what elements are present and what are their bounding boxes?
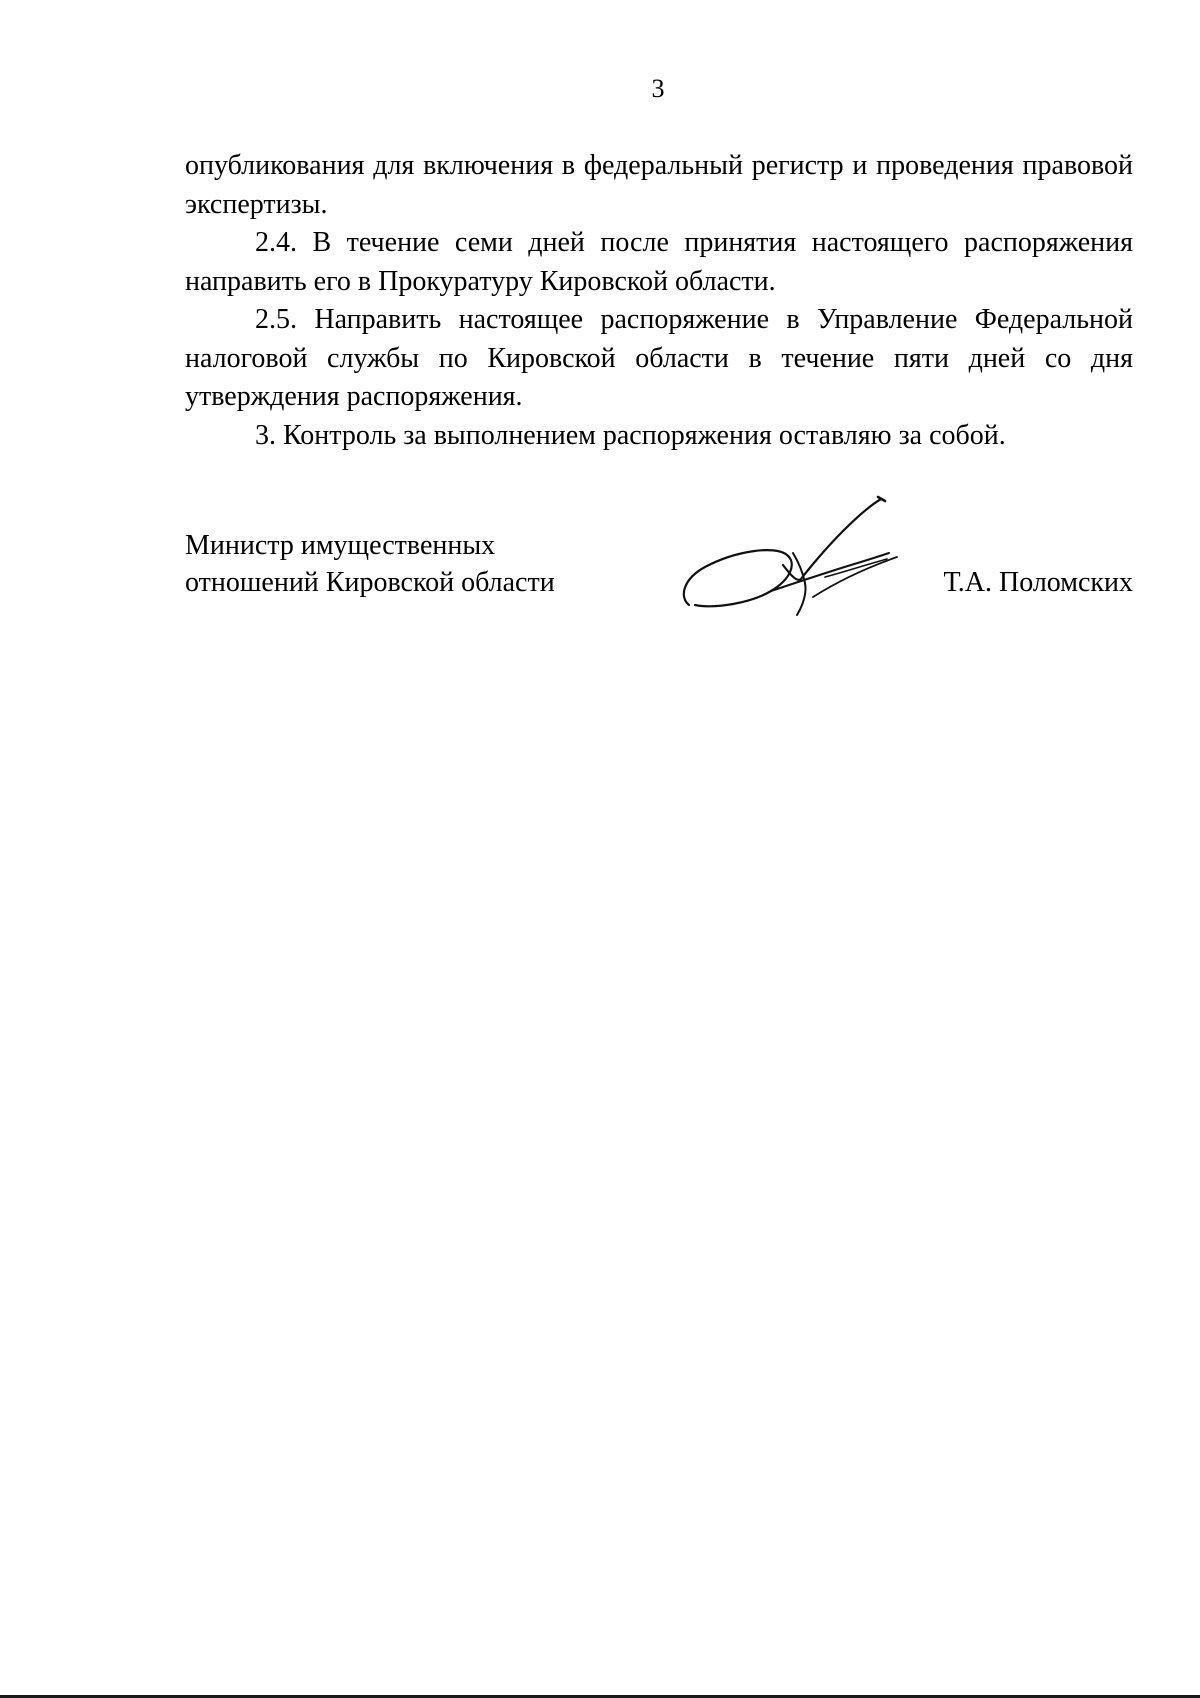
paragraph-continuation: опубликования для включения в федеральный регистр и проведения правовой экспертизы.	[185, 150, 1133, 220]
page-number: 3	[651, 74, 665, 103]
paragraph-3: 3. Контроль за выполнением распоряжения оставляю за собой.	[255, 419, 1006, 451]
paragraph-2-5: 2.5. Направить настоящее распоряжение в Управление Федеральной налоговой службы по Кировской области в течение пяти дней со дня утверждения распоряжения.	[185, 304, 1133, 412]
document-body	[185, 147, 1133, 455]
signature-block	[185, 527, 1133, 637]
signatory-position-line-1: Министр имущественных	[185, 530, 496, 561]
signatory-name: Т.А. Поломских	[943, 567, 1133, 598]
handwritten-signature	[675, 493, 925, 623]
signatory-position	[185, 527, 555, 601]
paragraph-2-4: 2.4. В течение семи дней после принятия настоящего распоряжения направить его в Прокуратуру Кировской области.	[185, 227, 1133, 297]
signatory-position-line-2: отношений Кировской области	[185, 567, 555, 598]
